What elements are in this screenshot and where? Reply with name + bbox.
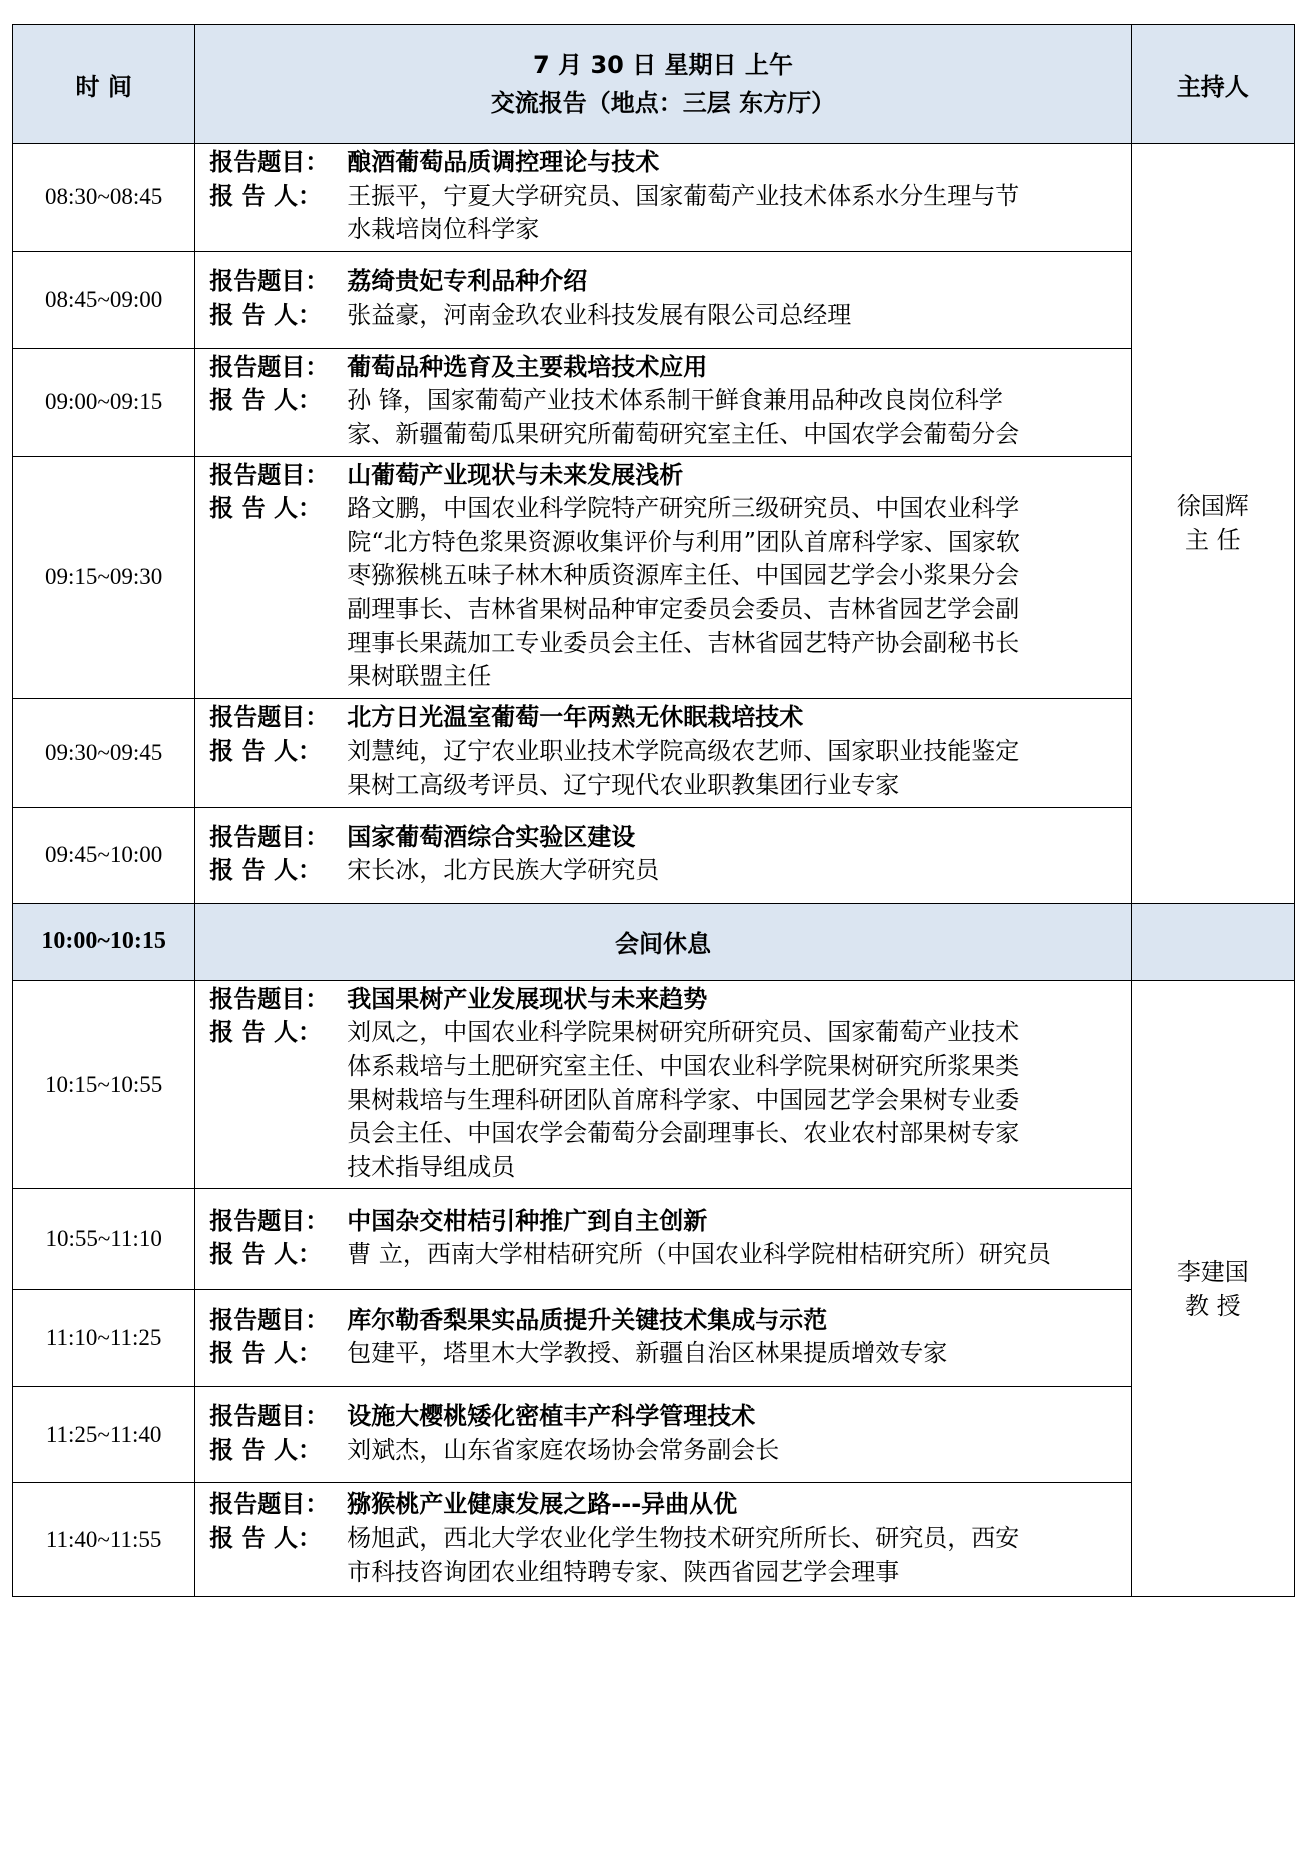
session-time: 09:15~09:30 <box>13 456 195 698</box>
speaker-text <box>347 1016 1118 1184</box>
session-content <box>195 1290 1131 1387</box>
speaker-line <box>209 1434 1118 1468</box>
session-content <box>195 698 1131 807</box>
topic-title: 山葡萄产业现状与未来发展浅析 <box>347 460 684 489</box>
speaker-text-line: 宋长冰，北方民族大学研究员 <box>347 856 660 885</box>
speaker-label: 报 告 人： <box>209 300 323 329</box>
topic-title: 荔绮贵妃专利品种介绍 <box>347 267 588 296</box>
speaker-label: 报 告 人： <box>209 1240 323 1269</box>
speaker-label: 报 告 人： <box>209 494 323 523</box>
speaker-text-line: 路文鹏，中国农业科学院特产研究所三级研究员、中国农业科学 <box>347 494 1020 523</box>
session-row <box>13 456 1295 698</box>
topic-line <box>209 983 1118 1017</box>
session-time: 11:10~11:25 <box>13 1290 195 1387</box>
speaker-text-line: 枣猕猴桃五味子林木种质资源库主任、中国园艺学会小浆果分会 <box>347 561 1020 590</box>
session-content <box>195 456 1131 698</box>
session-time: 09:00~09:15 <box>13 348 195 456</box>
topic-label: 报告题目： <box>209 267 330 296</box>
speaker-text-line: 果树工高级考评员、辽宁现代农业职教集团行业专家 <box>347 770 900 799</box>
session-row <box>13 348 1295 456</box>
topic-label: 报告题目： <box>209 703 330 732</box>
speaker-line <box>209 1238 1118 1272</box>
topic-title: 国家葡萄酒综合实验区建设 <box>347 822 636 851</box>
speaker-text-line: 包建平，塔里木大学教授、新疆自治区林果提质增效专家 <box>347 1339 948 1368</box>
topic-label: 报告题目： <box>209 352 330 381</box>
topic-title: 我国果树产业发展现状与未来趋势 <box>347 984 708 1013</box>
topic-title: 葡萄品种选育及主要栽培技术应用 <box>347 352 708 381</box>
session-row <box>13 698 1295 807</box>
speaker-text-line: 员会主任、中国农学会葡萄分会副理事长、农业农村部果树专家 <box>347 1119 1020 1148</box>
topic-label: 报告题目： <box>209 984 330 1013</box>
host-title: 教 授 <box>1185 1291 1241 1320</box>
speaker-text-line: 市科技咨询团农业组特聘专家、陕西省园艺学会理事 <box>347 1557 900 1586</box>
topic-label: 报告题目： <box>209 1402 330 1431</box>
topic-title: 中国杂交柑桔引种推广到自主创新 <box>347 1206 708 1235</box>
speaker-label: 报 告 人： <box>209 1018 323 1047</box>
speaker-text-line: 刘斌杰，山东省家庭农场协会常务副会长 <box>347 1435 780 1464</box>
speaker-label: 报 告 人： <box>209 386 323 415</box>
session-row <box>13 1483 1295 1597</box>
speaker-text-line: 王振平，宁夏大学研究员、国家葡萄产业技术体系水分生理与节 <box>347 181 1020 210</box>
topic-line <box>209 1205 1118 1239</box>
topic-label: 报告题目： <box>209 822 330 851</box>
speaker-text-line: 水栽培岗位科学家 <box>347 215 540 244</box>
session-row <box>13 144 1295 252</box>
break-row <box>13 903 1295 980</box>
speaker-text-line: 张益豪，河南金玖农业科技发展有限公司总经理 <box>347 300 852 329</box>
speaker-label: 报 告 人： <box>209 1523 323 1552</box>
topic-line <box>209 146 1118 180</box>
session-content <box>195 144 1131 252</box>
session-time: 10:15~10:55 <box>13 980 195 1189</box>
speaker-text-line: 孙 锋，国家葡萄产业技术体系制干鲜食兼用品种改良岗位科学 <box>347 386 1003 415</box>
speaker-text-line: 院“北方特色浆果资源收集评价与利用”团队首席科学家、国家软 <box>347 527 1020 556</box>
speaker-text <box>347 180 1118 247</box>
session-time: 11:40~11:55 <box>13 1483 195 1597</box>
host-title: 主 任 <box>1185 526 1241 555</box>
session-content <box>195 251 1131 348</box>
speaker-text-line: 家、新疆葡萄瓜果研究所葡萄研究室主任、中国农学会葡萄分会 <box>347 419 1020 448</box>
topic-label: 报告题目： <box>209 148 330 176</box>
header-row <box>13 25 1295 144</box>
header-time: 时 间 <box>13 25 195 144</box>
topic-line <box>209 701 1118 735</box>
topic-title: 北方日光温室葡萄一年两熟无休眠栽培技术 <box>347 703 804 732</box>
session-row <box>13 807 1295 903</box>
speaker-text <box>347 1522 1118 1589</box>
topic-line <box>209 1400 1118 1434</box>
speaker-text-line: 技术指导组成员 <box>347 1152 516 1181</box>
topic-label: 报告题目： <box>209 1490 330 1519</box>
topic-line <box>209 351 1118 385</box>
host-cell <box>1131 980 1294 1597</box>
host-cell <box>1131 144 1294 904</box>
session-time: 09:30~09:45 <box>13 698 195 807</box>
speaker-text <box>347 1434 1118 1468</box>
agenda-table <box>12 24 1295 1597</box>
header-host: 主持人 <box>1131 25 1294 144</box>
speaker-text-line: 刘慧纯，辽宁农业职业技术学院高级农艺师、国家职业技能鉴定 <box>347 736 1020 765</box>
speaker-text-line: 曹 立，西南大学柑桔研究所（中国农业科学院柑桔研究所）研究员 <box>347 1240 1051 1269</box>
host-name: 李建国 <box>1176 1257 1249 1286</box>
session-time: 09:45~10:00 <box>13 807 195 903</box>
session-row <box>13 1189 1295 1290</box>
header-title <box>195 25 1131 144</box>
topic-line <box>209 265 1118 299</box>
topic-label: 报告题目： <box>209 1206 330 1235</box>
speaker-label: 报 告 人： <box>209 1435 323 1464</box>
speaker-line <box>209 735 1118 802</box>
session-content <box>195 348 1131 456</box>
speaker-text-line: 果树联盟主任 <box>347 662 492 691</box>
speaker-line <box>209 854 1118 888</box>
break-text: 会间休息 <box>195 903 1131 980</box>
session-time: 10:55~11:10 <box>13 1189 195 1290</box>
speaker-text <box>347 1238 1118 1272</box>
topic-title: 猕猴桃产业健康发展之路---异曲从优 <box>347 1490 738 1519</box>
speaker-text <box>347 854 1118 888</box>
topic-title: 库尔勒香梨果实品质提升关键技术集成与示范 <box>347 1305 828 1334</box>
speaker-text-line: 杨旭武，西北大学农业化学生物技术研究所所长、研究员，西安 <box>347 1523 1020 1552</box>
session-row <box>13 1387 1295 1483</box>
session-content <box>195 1189 1131 1290</box>
speaker-text-line: 理事长果蔬加工专业委员会主任、吉林省园艺特产协会副秘书长 <box>347 628 1020 657</box>
speaker-label: 报 告 人： <box>209 1339 323 1368</box>
topic-line <box>209 821 1118 855</box>
topic-label: 报告题目： <box>209 1305 330 1334</box>
session-row <box>13 980 1295 1189</box>
session-time: 08:30~08:45 <box>13 144 195 252</box>
speaker-text-line: 果树栽培与生理科研团队首席科学家、中国园艺学会果树专业委 <box>347 1085 1020 1114</box>
break-time: 10:00~10:15 <box>13 903 195 980</box>
speaker-line <box>209 492 1118 694</box>
session-row <box>13 1290 1295 1387</box>
topic-line <box>209 1488 1118 1522</box>
speaker-line <box>209 299 1118 333</box>
speaker-text-line: 刘凤之，中国农业科学院果树研究所研究员、国家葡萄产业技术 <box>347 1018 1020 1047</box>
topic-line <box>209 459 1118 493</box>
session-time: 11:25~11:40 <box>13 1387 195 1483</box>
session-content <box>195 807 1131 903</box>
speaker-line <box>209 384 1118 451</box>
speaker-text <box>347 384 1118 451</box>
session-time: 08:45~09:00 <box>13 251 195 348</box>
speaker-text-line: 副理事长、吉林省果树品种审定委员会委员、吉林省园艺学会副 <box>347 594 1020 623</box>
speaker-label: 报 告 人： <box>209 181 323 210</box>
speaker-label: 报 告 人： <box>209 856 323 885</box>
speaker-line <box>209 1337 1118 1371</box>
topic-line <box>209 1304 1118 1338</box>
speaker-text-line: 体系栽培与土肥研究室主任、中国农业科学院果树研究所浆果类 <box>347 1051 1020 1080</box>
session-content <box>195 980 1131 1189</box>
topic-title: 酿酒葡萄品质调控理论与技术 <box>347 148 660 176</box>
speaker-text <box>347 299 1118 333</box>
speaker-label: 报 告 人： <box>209 736 323 765</box>
session-row <box>13 251 1295 348</box>
speaker-line <box>209 1016 1118 1184</box>
speaker-text <box>347 735 1118 802</box>
break-host-empty <box>1131 903 1294 980</box>
session-content <box>195 1483 1131 1597</box>
session-content <box>195 1387 1131 1483</box>
topic-label: 报告题目： <box>209 460 330 489</box>
speaker-text <box>347 1337 1118 1371</box>
header-title-line1: 7 月 30 日 星期日 上午 <box>533 51 793 79</box>
speaker-line <box>209 180 1118 247</box>
speaker-line <box>209 1522 1118 1589</box>
speaker-text <box>347 492 1118 694</box>
host-name: 徐国辉 <box>1176 492 1249 521</box>
header-title-line2: 交流报告（地点：三层 东方厅） <box>490 89 836 117</box>
topic-title: 设施大樱桃矮化密植丰产科学管理技术 <box>347 1402 756 1431</box>
